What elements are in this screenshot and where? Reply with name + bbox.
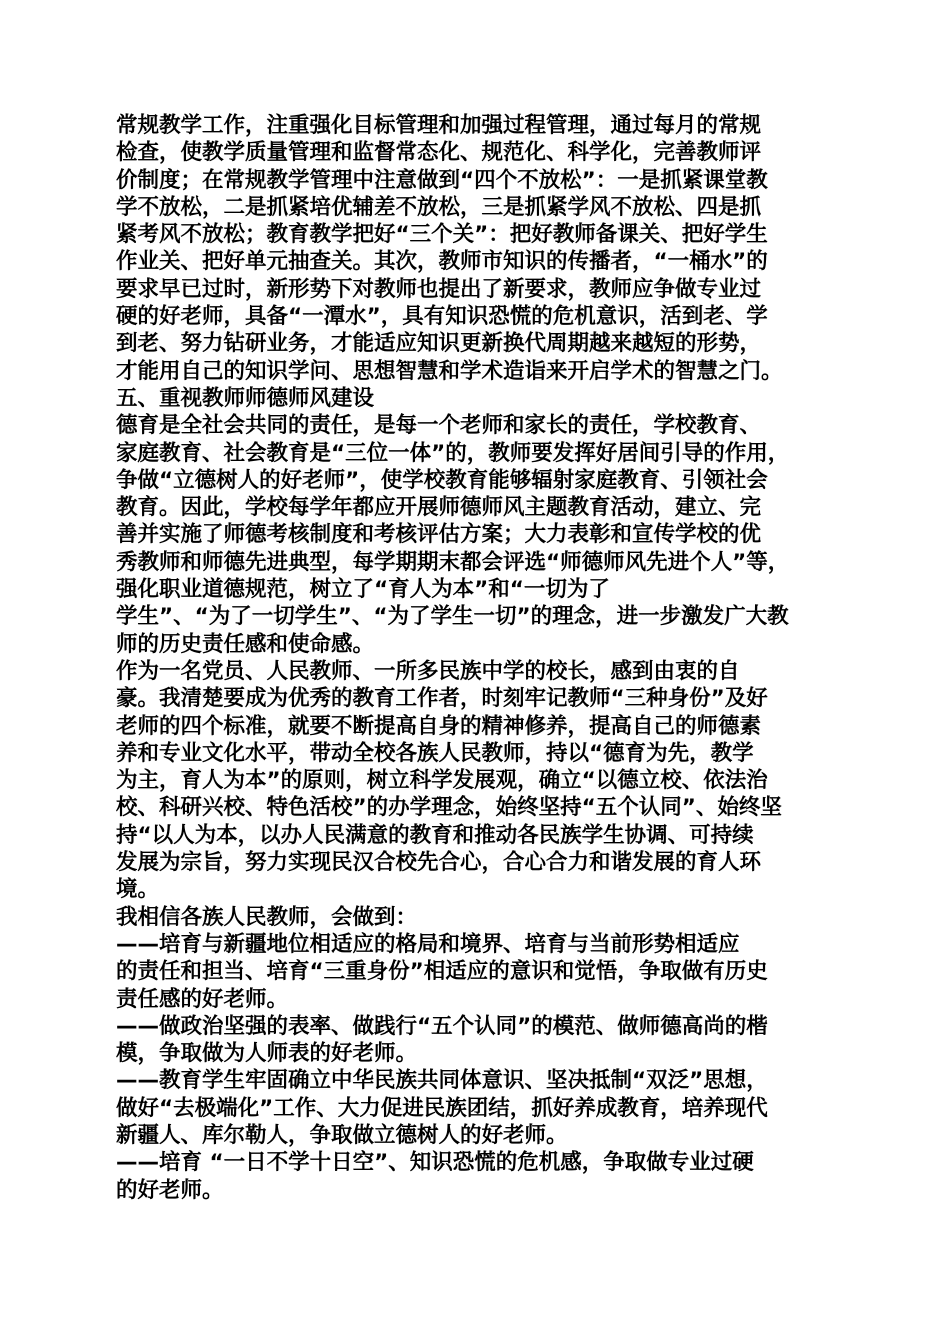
text-line: 硬的好老师，具备“一潭水”，具有知识恐慌的危机意识，活到老、学 (116, 304, 768, 330)
text-line: 学生”、“为了一切学生”、“为了学生一切”的理念，进一步激发广大教 (116, 604, 789, 630)
text-line: 教育。因此，学校每学年都应开展师德师风主题教育活动，建立、完 (116, 495, 762, 521)
text-line: 常规教学工作，注重强化目标管理和加强过程管理，通过每月的常规 (116, 113, 762, 138)
text-line: 紧考风不放松；教育教学把好“三个关”：把好教师备课关、把好学生 (116, 222, 768, 248)
text-line: 养和专业文化水平，带动全校各族人民教师，持以“德育为先，教学 (116, 740, 754, 766)
section-heading: 五、重视教师师德师风建设 (116, 385, 375, 411)
text-line: 的好老师。 (116, 1177, 224, 1203)
text-line: 为主，育人为本”的原则，树立科学发展观，确立“以德立校、依法治 (116, 768, 768, 794)
text-line: 作业关、把好单元抽查关。其次，教师市知识的传播者，“一桶水”的 (116, 249, 768, 275)
text-line: 价制度；在常规教学管理中注意做到“四个不放松”：一是抓紧课堂教 (116, 167, 768, 193)
text-line: 作为一名党员、人民教师、一所多民族中学的校长，感到由衷的自 (116, 658, 740, 684)
text-line: 要求早已过时，新形势下对教师也提出了新要求，教师应争做专业过 (116, 276, 762, 302)
text-line: 到老、努力钻研业务，才能适应知识更新换代周期越来越短的形势， (116, 331, 762, 357)
text-line: 校、科研兴校、特色活校”的办学理念，始终坚持“五个认同”、始终坚 (116, 795, 782, 821)
text-line: ——培育与新疆地位相适应的格局和境界、培育与当前形势相适应 (116, 931, 740, 957)
text-line: 家庭教育、社会教育是“三位一体”的，教师要发挥好居间引导的作用， (116, 440, 790, 466)
text-line: ——培育 “一日不学十日空”、知识恐慌的危机感，争取做专业过硬 (116, 1150, 754, 1176)
text-line: 发展为宗旨，努力实现民汉合校先合心，合心合力和谐发展的育人环 (116, 850, 762, 876)
text-line: 德育是全社会共同的责任，是每一个老师和家长的责任，学校教育、 (116, 413, 762, 439)
text-line: 我相信各族人民教师，会做到： (116, 904, 418, 930)
text-line: 境。 (116, 877, 160, 903)
text-line: 责任感的好老师。 (116, 986, 289, 1012)
text-line: 才能用自己的知识学问、思想智慧和学术造诣来开启学术的智慧之门。 (116, 358, 783, 384)
text-line: 新疆人、库尔勒人，争取做立德树人的好老师。 (116, 1122, 568, 1148)
text-line: 的责任和担当、培育“三重身份”相适应的意识和觉悟，争取做有历史 (116, 959, 768, 985)
text-line: 老师的四个标准，就要不断提高自身的精神修养，提高自己的师德素 (116, 713, 762, 739)
text-line: 持“以人为本，以办人民满意的教育和推动各民族学生协调、可持续 (116, 822, 754, 848)
text-line: 豪。我清楚要成为优秀的教育工作者，时刻牢记教师“三种身份”及好 (116, 686, 768, 712)
text-line: 秀教师和师德先进典型，每学期期末都会评选“师德师风先进个人”等， (116, 549, 790, 575)
text-line: 师的历史责任感和使命感。 (116, 631, 375, 657)
text-line: ——做政治坚强的表率、做践行“五个认同”的模范、做师德高尚的楷 (116, 1013, 768, 1039)
text-line: 善并实施了师德考核制度和考核评估方案；大力表彰和宣传学校的优 (116, 522, 762, 548)
text-line: 检查，使教学质量管理和监督常态化、规范化、科学化，完善教师评 (116, 140, 762, 166)
text-line: ——教育学生牢固确立中华民族共同体意识、坚决抵制“双泛”思想， (116, 1068, 768, 1094)
document-body (116, 112, 836, 1204)
text-line: 做好“去极端化”工作、大力促进民族团结，抓好养成教育，培养现代 (116, 1095, 768, 1121)
text-line: 模，争取做为人师表的好老师。 (116, 1041, 418, 1067)
text-line: 学不放松，二是抓紧培优辅差不放松，三是抓紧学风不放松、四是抓 (116, 194, 762, 220)
text-line: 强化职业道德规范，树立了“育人为本”和“一切为了 (116, 577, 610, 603)
text-line: 争做“立德树人的好老师”，使学校教育能够辐射家庭教育、引领社会 (116, 467, 768, 493)
